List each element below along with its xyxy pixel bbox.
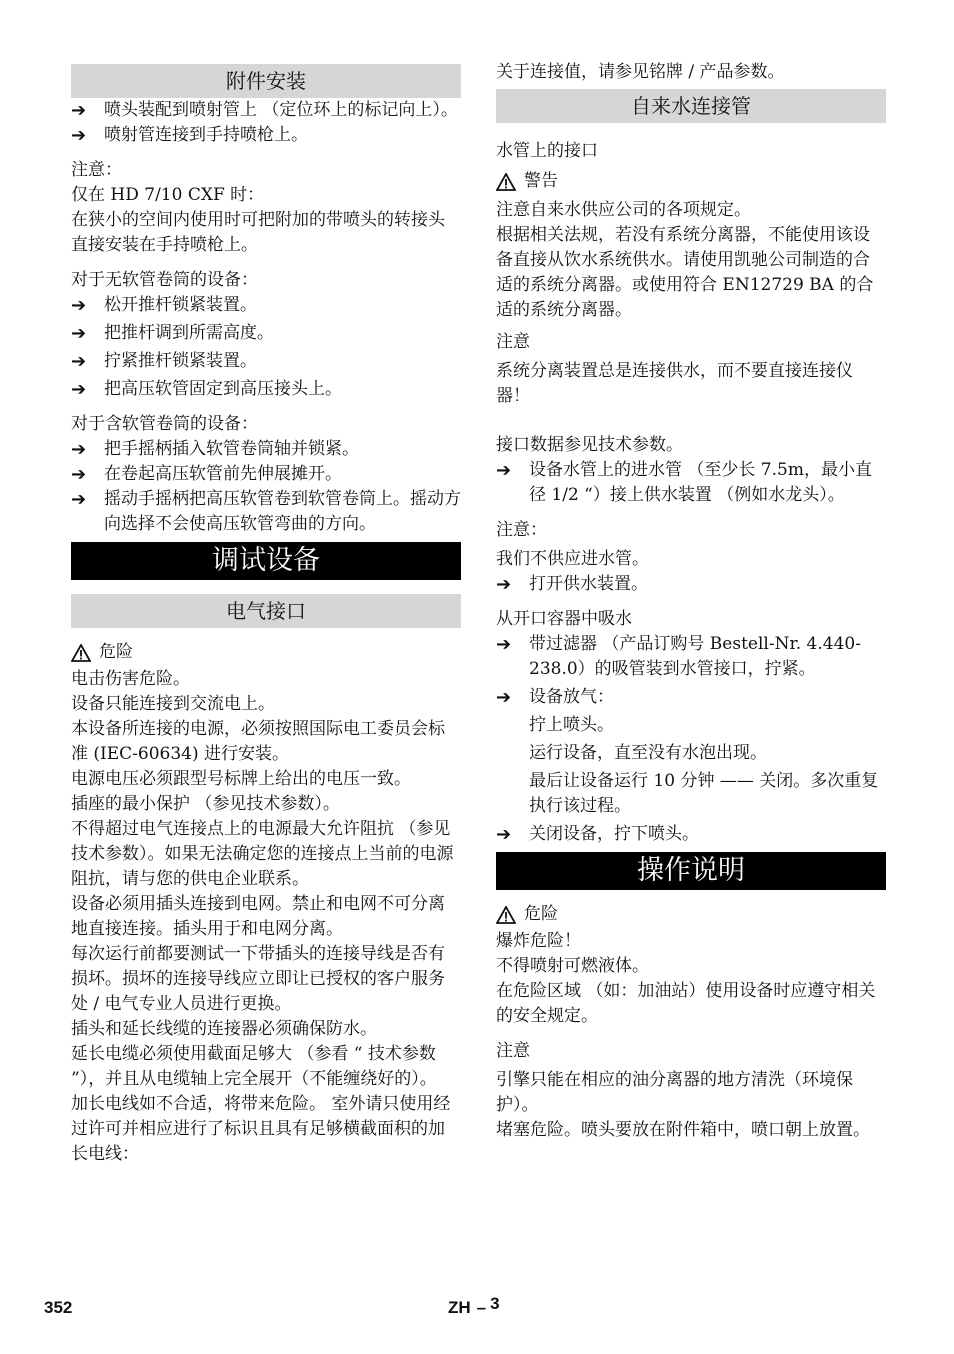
paragraph: 插座的最小保护 （参见技术参数）。	[71, 794, 340, 814]
paragraph: 插头和延长线缆的连接器必须确保防水。	[71, 1019, 377, 1039]
paragraph: 加长电线如不合适，将带来危险。 室外请只使用经过许可并相应进行了标识且具有足够横截面积的加长电线：	[71, 1094, 451, 1164]
warning-triangle-icon	[496, 906, 516, 924]
warning-triangle-icon	[496, 173, 516, 191]
arrow-icon: ➔	[71, 439, 87, 460]
list-item: ➔ 把高压软管固定到高压接头上。	[71, 379, 342, 400]
list-item: ➔ 松开推杆锁紧装置。	[71, 295, 257, 316]
subheading: 水管上的接口	[496, 141, 598, 161]
paragraph: 对于无软管卷筒的设备：	[71, 270, 258, 290]
arrow-icon: ➔	[71, 464, 87, 485]
warning-notice: 警告	[496, 169, 886, 194]
list-item: ➔ 设备水管上的进水管 （至少长 7.5m，最小直径 1/2 “）接上供水装置 （例如水龙头）。	[496, 458, 886, 508]
list-item: ➔ 关闭设备，拧下喷头。	[496, 824, 699, 845]
subheading: 从开口容器中吸水	[496, 609, 632, 629]
heading-water-connection: 自来水连接管	[496, 89, 886, 123]
paragraph: 系统分离装置总是连接供水，而不要直接连接仪器！	[496, 361, 853, 406]
list-item: ➔ 摇动手摇柄把高压软管卷到软管卷筒上。摇动方向选择不会使高压软管弯曲的方向。	[71, 487, 461, 537]
arrow-icon: ➔	[71, 295, 87, 316]
list-item: ➔ 喷头装配到喷射管上 （定位环上的标记向上）。	[71, 100, 458, 121]
arrow-icon: ➔	[496, 687, 512, 708]
paragraph: 电源电压必须跟型号标牌上给出的电压一致。	[71, 769, 411, 789]
arrow-icon: ➔	[71, 125, 87, 146]
arrow-icon: ➔	[71, 323, 87, 344]
danger-notice: 危险	[71, 640, 461, 665]
list-item: ➔ 把手摇柄插入软管卷筒轴并锁紧。	[71, 439, 359, 460]
paragraph: 在危险区域 （如：加油站）使用设备时应遵守相关的安全规定。	[496, 981, 876, 1026]
paragraph: 设备必须用插头连接到电网。禁止和电网不可分离地直接连接。插头用于和电网分离。	[71, 894, 445, 939]
list-item: ➔ 把推杆调到所需高度。	[71, 323, 274, 344]
paragraph: 在狭小的空间内使用时可把附加的带喷头的转接头直接安装在手持喷枪上。	[71, 210, 445, 255]
arrow-icon: ➔	[71, 351, 87, 372]
paragraph: 我们不供应进水管。	[496, 549, 649, 569]
list-item: ➔ 打开供水装置。	[496, 574, 648, 595]
arrow-icon: ➔	[496, 460, 512, 481]
note-label: 注意：	[71, 160, 122, 180]
heading-commissioning: 调试设备	[71, 542, 461, 580]
arrow-icon: ➔	[496, 634, 512, 655]
note-label: 注意	[496, 332, 530, 352]
paragraph: 运行设备，直至没有水泡出现。	[529, 743, 767, 763]
paragraph: 关于连接值，请参见铭牌 / 产品参数。	[496, 62, 785, 82]
paragraph: 爆炸危险！	[496, 931, 581, 951]
language-code: ZH	[448, 1298, 471, 1317]
arrow-icon: ➔	[71, 100, 87, 121]
arrow-icon: ➔	[496, 824, 512, 845]
page-footer-label	[448, 1294, 500, 1318]
paragraph: 仅在 HD 7/10 CXF 时：	[71, 185, 265, 205]
paragraph: 堵塞危险。喷头要放在附件箱中，喷口朝上放置。	[496, 1120, 870, 1140]
list-item: ➔ 带过滤器 （产品订购号 Bestell-Nr. 4.440-238.0）的吸管装到水管接口，拧紧。	[496, 632, 886, 682]
heading-operation: 操作说明	[496, 852, 886, 890]
footer-dash: –	[476, 1298, 487, 1317]
heading-accessory-installation: 附件安装	[71, 64, 461, 98]
paragraph: 不得超过电气连接点上的电源最大允许阻抗 （参见技术参数）。如果无法确定您的连接点上当前的电源阻抗，请与您的供电企业联系。	[71, 819, 454, 889]
list-item: ➔ 设备放气：	[496, 687, 614, 708]
paragraph: 对于含软管卷筒的设备：	[71, 414, 258, 434]
arrow-icon: ➔	[71, 379, 87, 400]
paragraph: 每次运行前都要测试一下带插头的连接导线是否有损坏。损坏的连接导线应立即让已授权的客户服务处 / 电气专业人员进行更换。	[71, 944, 445, 1014]
paragraph: 注意自来水供应公司的各项规定。	[496, 200, 751, 220]
paragraph: 引擎只能在相应的油分离器的地方清洗（环境保护）。	[496, 1070, 853, 1115]
paragraph: 设备只能连接到交流电上。	[71, 694, 275, 714]
paragraph: 延长电缆必须使用截面足够大 （参看 “ 技术参数 ”），并且从电缆轴上完全展开（不能缠绕好的）。	[71, 1044, 437, 1089]
danger-notice: 危险	[496, 902, 886, 927]
paragraph: 最后让设备运行 10 分钟 —— 关闭。多次重复执行该过程。	[529, 771, 879, 816]
note-label: 注意：	[496, 520, 547, 540]
paragraph: 不得喷射可燃液体。	[496, 956, 649, 976]
arrow-icon: ➔	[71, 489, 87, 510]
paragraph: 根据相关法规，若没有系统分离器，不能使用该设备直接从饮水系统供水。请使用凯驰公司制造的合适的系统分离器。或使用符合 EN12729 BA 的合适的系统分离器。	[496, 225, 874, 320]
right-column	[496, 60, 886, 1143]
list-item: ➔ 拧紧推杆锁紧装置。	[71, 351, 257, 372]
note-label: 注意	[496, 1041, 530, 1061]
paragraph: 电击伤害危险。	[71, 669, 190, 689]
left-column	[71, 60, 461, 1167]
paragraph: 本设备所连接的电源，必须按照国际电工委员会标准 (IEC-60634) 进行安装。	[71, 719, 445, 764]
warning-triangle-icon	[71, 644, 91, 662]
heading-electrical-connection: 电气接口	[71, 594, 461, 628]
paragraph: 接口数据参见技术参数。	[496, 435, 683, 455]
arrow-icon: ➔	[496, 574, 512, 595]
section-number: 3	[490, 1294, 500, 1313]
paragraph: 拧上喷头。	[529, 715, 614, 735]
list-item: ➔ 喷射管连接到手持喷枪上。	[71, 125, 308, 146]
page-number: 352	[44, 1298, 73, 1317]
list-item: ➔ 在卷起高压软管前先伸展摊开。	[71, 464, 342, 485]
